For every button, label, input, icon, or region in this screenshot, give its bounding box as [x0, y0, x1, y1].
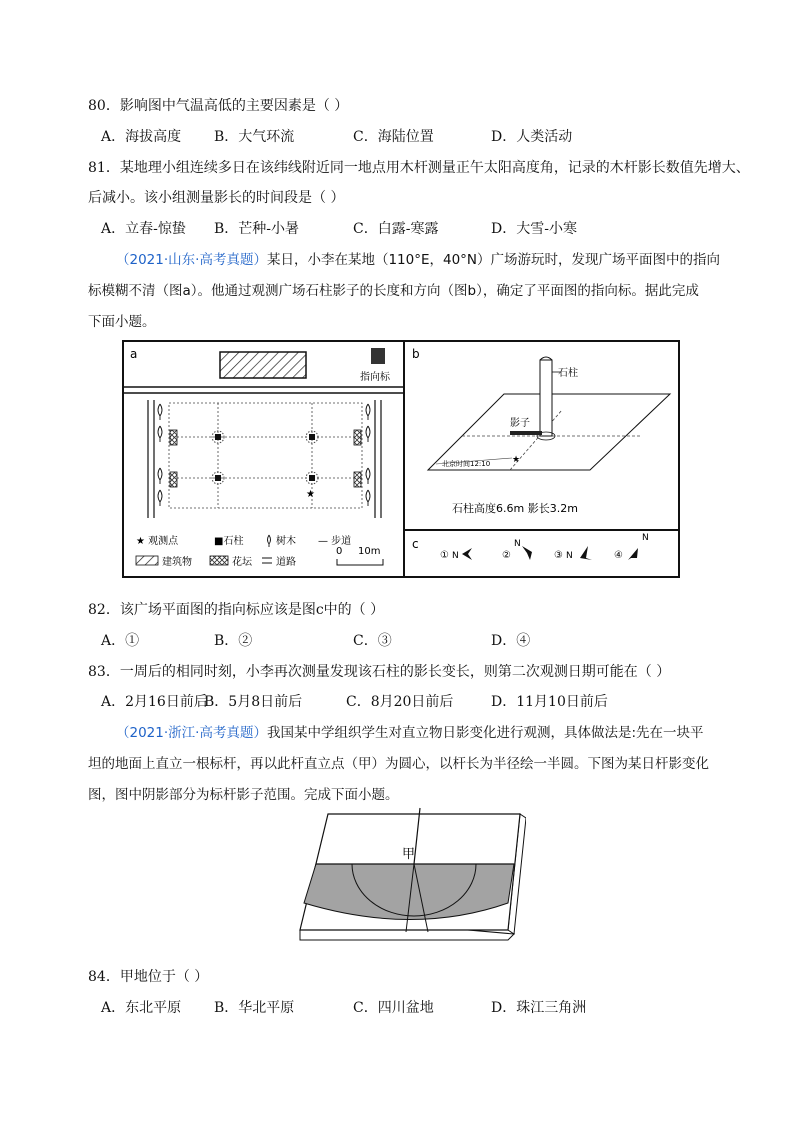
- stone-pillar: [540, 360, 552, 436]
- blurred-compass: [371, 348, 385, 364]
- svg-text:N: N: [642, 533, 649, 543]
- legend-building-icon: [136, 556, 158, 565]
- q84-option-c: C．四川盆地: [353, 1000, 434, 1016]
- pillar-label: 石柱: [558, 368, 578, 379]
- svg-text:①: ①: [440, 550, 449, 561]
- q80-option-c: C．海陆位置: [353, 129, 434, 145]
- legend-tree: 树木: [276, 536, 296, 547]
- q83-option-c: C．8月20日前后: [346, 694, 454, 710]
- svg-text:②: ②: [502, 550, 511, 561]
- passage1-source: （2021·山东·高考真题）: [116, 252, 267, 268]
- shadow-label: 影子: [510, 418, 530, 429]
- shadow-region: [304, 864, 514, 920]
- q84-option-a: A．东北平原: [101, 1000, 182, 1016]
- q82-stem: 82．该广场平面图的指向标应该是图c中的（ ）: [88, 602, 385, 618]
- passage2-line2: 坦的地面上直立一根标杆，再以此杆直立点（甲）为圆心，以杆长为半径绘一半圆。下图为某日杆影变化: [88, 756, 709, 772]
- passage2-source: （2021·浙江·高考真题）: [116, 725, 267, 741]
- q81-option-b: B．芒种-小暑: [214, 221, 300, 237]
- figure-shadow-diagram: [294, 806, 526, 944]
- q81-stem-line2: 后减小。该小组测量影长的时间段是（ ）: [88, 190, 345, 206]
- pillar-caption: 石柱高度6.6m 影长3.2m: [452, 502, 578, 515]
- pillar-shadow: [510, 431, 542, 435]
- q83-option-a: A．2月16日前后: [101, 694, 208, 710]
- passage1-line2: 标模糊不清（图a）。他通过观测广场石柱影子的长度和方向（图b），确定了平面图的指向标。据此完成: [88, 283, 699, 299]
- svg-text:N: N: [514, 539, 521, 549]
- passage2-line1: [116, 723, 704, 743]
- q84-stem: 84．甲地位于（ ）: [88, 969, 209, 985]
- compass-option-4: [614, 533, 649, 561]
- legend-road: 道路: [276, 557, 296, 568]
- pillar-markers: [212, 431, 318, 484]
- q82-option-d: D．④: [491, 633, 531, 649]
- passage1-line1: [116, 250, 720, 270]
- legend-pillar: ■石柱: [214, 536, 244, 547]
- panel-c-label: c: [412, 537, 419, 551]
- legend-building: 建筑物: [162, 557, 192, 568]
- legend-observe: ★ 观测点: [136, 536, 179, 547]
- q82-option-c: C．③: [353, 633, 392, 649]
- legend-path: — 步道: [318, 536, 352, 547]
- panel-a-label: a: [130, 347, 138, 361]
- observer-star: ★: [512, 455, 521, 465]
- svg-text:④: ④: [614, 550, 623, 561]
- passage1-line3: 下面小题。: [88, 314, 156, 330]
- q81-option-c: C．白露-寒露: [353, 221, 439, 237]
- q83-option-d: D．11月10日前后: [491, 694, 608, 710]
- q84-option-d: D．珠江三角洲: [491, 1000, 587, 1016]
- svg-text:N: N: [566, 551, 573, 561]
- scale-ten: 10m: [358, 546, 381, 557]
- time-label: 北京时间12:10: [442, 460, 491, 468]
- q81-option-d: D．大雪-小寒: [491, 221, 577, 237]
- svg-text:N: N: [452, 551, 459, 561]
- observe-point-star: ★: [306, 489, 315, 500]
- plaza-boundary: [169, 403, 362, 508]
- passage2-line1-text: 我国某中学组织学生对直立物日影变化进行观测，具体做法是:先在一块平: [266, 725, 704, 741]
- legend-flowerbed: 花坛: [232, 557, 252, 568]
- q80-option-a: A．海拔高度: [101, 129, 182, 145]
- figure-plaza-map: [122, 340, 680, 578]
- q82-option-a: A．①: [101, 633, 140, 649]
- passage1-line1-text: 某日，小李在某地（110°E，40°N）广场游玩时，发现广场平面图中的指向: [266, 252, 721, 268]
- passage2-line3: 图，图中阴影部分为标杆影子范围。完成下面小题。: [88, 787, 399, 803]
- scale-zero: 0: [336, 546, 343, 557]
- q81-stem-line1: 81．某地理小组连续多日在该纬线附近同一地点用木杆测量正午太阳高度角，记录的木杆影长数值先增大、: [88, 160, 750, 176]
- panel-b-label: b: [412, 347, 420, 361]
- scale-bar: [337, 559, 383, 565]
- q82-option-b: B．②: [214, 633, 253, 649]
- q84-option-b: B．华北平原: [214, 1000, 295, 1016]
- compass-option-2: [502, 539, 532, 561]
- q83-option-b: B．5月8日前后: [204, 694, 303, 710]
- legend-tree-icon: [268, 535, 271, 547]
- point-jia-label: 甲: [402, 847, 416, 862]
- q80-option-b: B．大气环流: [214, 129, 295, 145]
- compass-option-1: [440, 548, 472, 561]
- q80-option-d: D．人类活动: [491, 129, 573, 145]
- legend-flowerbed-icon: [210, 556, 228, 565]
- compass-option-3: [554, 546, 592, 561]
- tree-icons: [158, 404, 370, 506]
- building-top: [220, 352, 306, 378]
- q83-stem: 83．一周后的相同时刻，小李再次测量发现该石柱的影长变长，则第二次观测日期可能在（ ）: [88, 664, 671, 680]
- compass-label: 指向标: [360, 372, 390, 383]
- q80-stem: 80．影响图中气温高低的主要因素是（ ）: [88, 98, 349, 114]
- q81-option-a: A．立春-惊蛰: [101, 221, 186, 237]
- svg-text:③: ③: [554, 550, 563, 561]
- flowerbeds: [170, 430, 361, 487]
